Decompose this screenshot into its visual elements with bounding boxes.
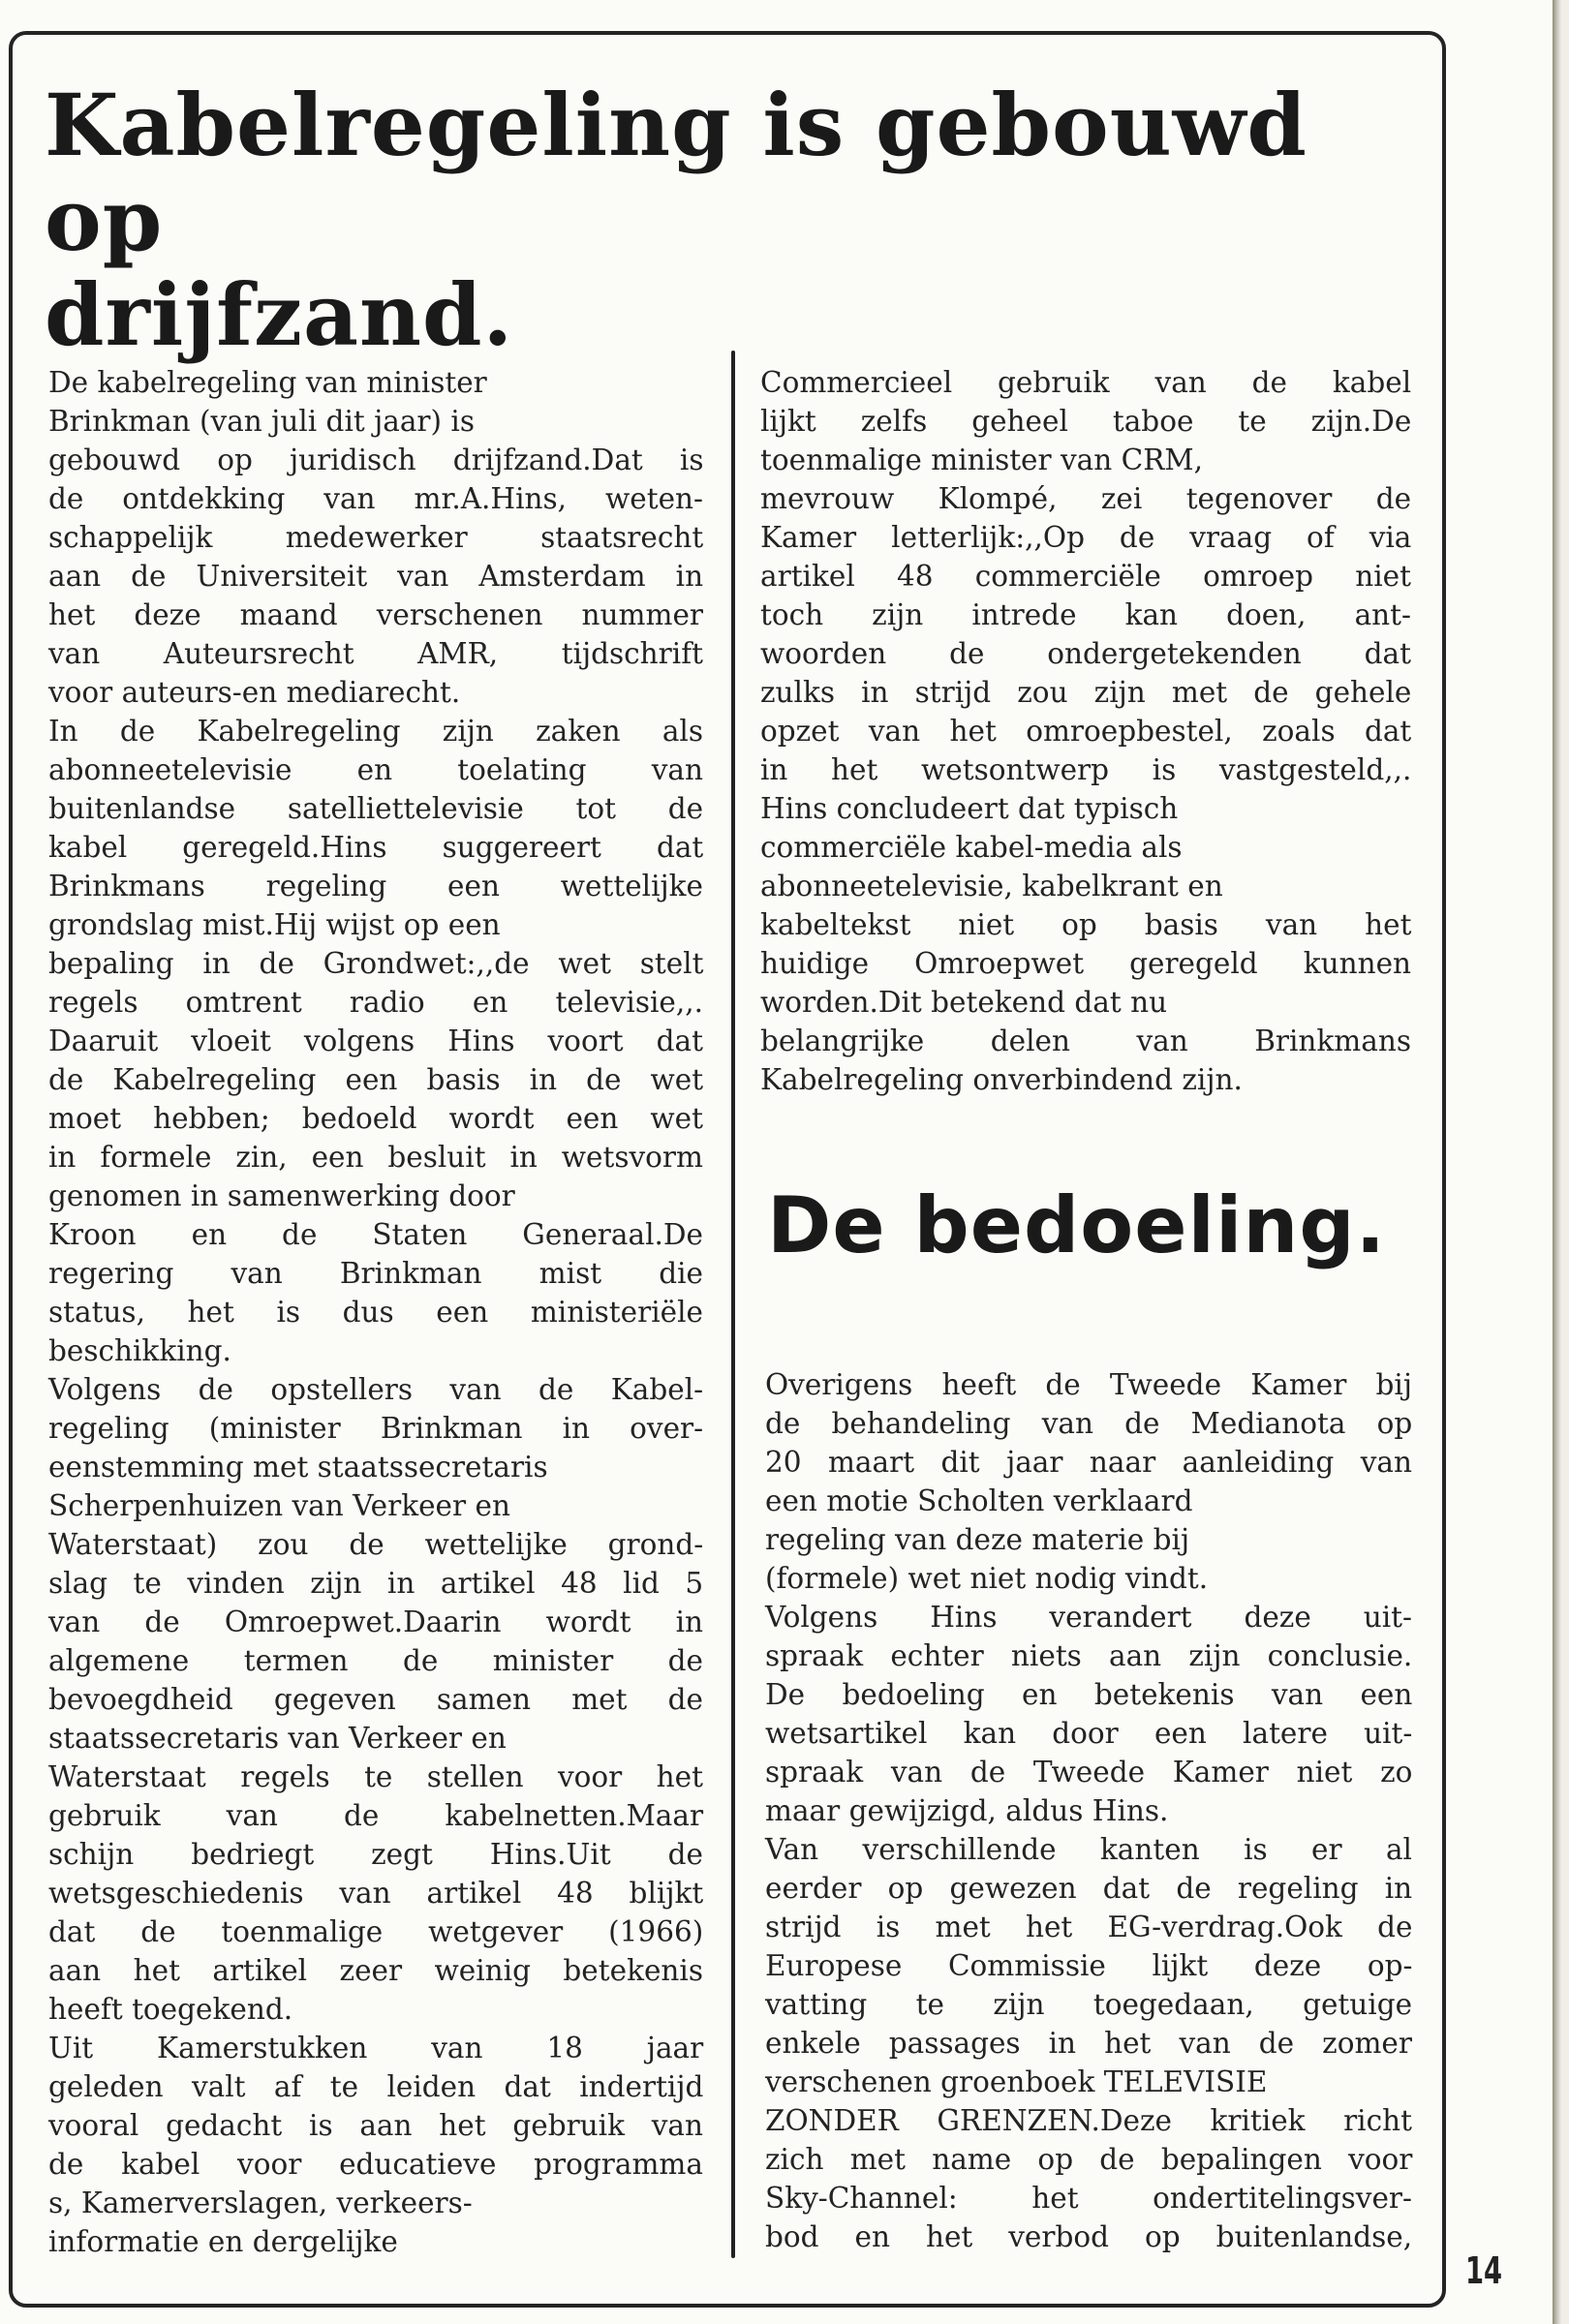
text-line: Brinkman (van juli dit jaar) is	[48, 405, 475, 438]
text-line: Van verschillende kanten is er al	[765, 1833, 1412, 1866]
text-line: geleden valt af te leiden dat indertijd	[48, 2070, 704, 2103]
text-line: Sky-Channel: het ondertitelingsver-	[765, 2182, 1412, 2215]
text-line: Waterstaat regels te stellen voor het	[48, 1760, 703, 1793]
text-line: worden.Dit betekend dat nu	[760, 986, 1168, 1019]
text-line: regeling (minister Brinkman in over-	[48, 1412, 704, 1445]
text-line: Overigens heeft de Tweede Kamer bij	[765, 1368, 1413, 1401]
text-line: woorden de ondergetekenden dat	[760, 637, 1411, 670]
text-line: beschikking.	[48, 1334, 231, 1367]
text-line: artikel 48 commerciële omroep niet	[760, 560, 1411, 593]
text-line: maar gewijzigd, aldus Hins.	[765, 1794, 1169, 1827]
article-title	[45, 75, 1400, 365]
text-line: het deze maand verschenen nummer	[48, 598, 703, 631]
title-line: drijfzand.	[45, 264, 514, 365]
page-number: 14	[1465, 2249, 1503, 2292]
text-line: Kroon en de Staten Generaal.De	[48, 1218, 703, 1251]
text-line: genomen in samenwerking door	[48, 1179, 515, 1212]
text-line: wetsartikel kan door een latere uit-	[765, 1717, 1413, 1750]
right-column-bottom	[765, 1365, 1412, 2256]
text-line: vatting te zijn toegedaan, getuige	[765, 1988, 1413, 2021]
text-line: van de Omroepwet.Daarin wordt in	[48, 1605, 704, 1638]
right-column-top	[760, 363, 1411, 1099]
text-line: bevoegdheid gegeven samen met de	[48, 1683, 703, 1716]
text-line: Hins concludeert dat typisch	[760, 792, 1179, 825]
text-line: Scherpenhuizen van Verkeer en	[48, 1489, 510, 1522]
text-line: toenmalige minister van CRM,	[760, 443, 1203, 476]
text-line: Kabelregeling onverbindend zijn.	[760, 1063, 1243, 1096]
text-line: informatie en dergelijke	[48, 2225, 398, 2258]
text-line: regeling van deze materie bij	[765, 1523, 1190, 1556]
next-page-edge	[1562, 0, 1569, 2324]
text-line: algemene termen de minister de	[48, 1644, 703, 1677]
text-line: opzet van het omroepbestel, zoals dat	[760, 715, 1412, 748]
text-line: De kabelregeling van minister	[48, 366, 487, 399]
text-line: kabeltekst niet op basis van het	[760, 908, 1412, 941]
text-line: Daaruit vloeit volgens Hins voort dat	[48, 1024, 703, 1057]
text-line: voor auteurs-en mediarecht.	[48, 676, 461, 709]
text-line: De bedoeling en betekenis van een	[765, 1678, 1413, 1711]
text-line: 20 maart dit jaar naar aanleiding van	[765, 1446, 1412, 1479]
text-line: huidige Omroepwet geregeld kunnen	[760, 947, 1412, 980]
text-line: grondslag mist.Hij wijst op een	[48, 908, 501, 941]
text-line: heeft toegekend.	[48, 1993, 293, 2026]
text-line: schappelijk medewerker staatsrecht	[48, 521, 704, 554]
text-line: spraak echter niets aan zijn conclusie.	[765, 1639, 1413, 1672]
title-line: Kabelregeling is gebouwd op	[45, 75, 1308, 270]
text-line: spraak van de Tweede Kamer niet zo	[765, 1756, 1413, 1789]
text-line: dat de toenmalige wetgever (1966)	[48, 1915, 704, 1948]
text-line: ZONDER GRENZEN.Deze kritiek richt	[765, 2104, 1412, 2137]
text-line: gebruik van de kabelnetten.Maar	[48, 1799, 704, 1832]
text-line: s, Kamerverslagen, verkeers-	[48, 2186, 473, 2219]
text-line: een motie Scholten verklaard	[765, 1484, 1193, 1517]
text-line: buitenlandse satelliettelevisie tot de	[48, 792, 704, 825]
text-line: Europese Commissie lijkt deze op-	[765, 1949, 1413, 1982]
text-line: Commercieel gebruik van de kabel	[760, 366, 1412, 399]
text-line: vooral gedacht is aan het gebruik van	[48, 2109, 703, 2142]
text-line: regels omtrent radio en televisie,,.	[48, 986, 703, 1019]
text-line: wetsgeschiedenis van artikel 48 blijkt	[48, 1877, 704, 1910]
section-heading: De bedoeling.	[767, 1180, 1386, 1270]
text-line: abonneetelevisie, kabelkrant en	[760, 870, 1223, 902]
text-line: de behandeling van de Medianota op	[765, 1407, 1413, 1440]
text-line: strijd is met het EG-verdrag.Ook de	[765, 1911, 1413, 1943]
text-line: staatssecretaris van Verkeer en	[48, 1722, 507, 1755]
text-line: mevrouw Klompé, zei tegenover de	[760, 482, 1412, 515]
text-line: gebouwd op juridisch drijfzand.Dat is	[48, 443, 704, 476]
text-line: in het wetsontwerp is vastgesteld,,.	[760, 753, 1412, 786]
text-line: abonneetelevisie en toelating van	[48, 753, 703, 786]
text-line: (formele) wet niet nodig vindt.	[765, 1562, 1209, 1595]
text-line: aan de Universiteit van Amsterdam in	[48, 560, 704, 593]
text-line: regering van Brinkman mist die	[48, 1257, 703, 1290]
text-line: commerciële kabel-media als	[760, 831, 1183, 864]
text-line: In de Kabelregeling zijn zaken als	[48, 715, 703, 748]
text-line: verschenen groenboek TELEVISIE	[765, 2065, 1268, 2098]
text-line: Kamer letterlijk:,,Op de vraag of via	[760, 521, 1412, 554]
text-line: slag te vinden zijn in artikel 48 lid 5	[48, 1567, 704, 1600]
text-line: lijkt zelfs geheel taboe te zijn.De	[760, 405, 1412, 438]
text-line: schijn bedriegt zegt Hins.Uit de	[48, 1838, 703, 1871]
text-line: in formele zin, een besluit in wetsvorm	[48, 1141, 703, 1174]
text-line: status, het is dus een ministeriële	[48, 1296, 703, 1329]
text-line: de ontdekking van mr.A.Hins, weten-	[48, 482, 703, 515]
text-line: kabel geregeld.Hins suggereert dat	[48, 831, 704, 864]
text-line: belangrijke delen van Brinkmans	[760, 1024, 1411, 1057]
text-line: moet hebben; bedoeld wordt een wet	[48, 1102, 703, 1135]
column-divider	[731, 351, 735, 2258]
text-line: Volgens de opstellers van de Kabel-	[48, 1373, 704, 1406]
text-line: zich met name op de bepalingen voor	[765, 2143, 1413, 2176]
text-line: enkele passages in het van de zomer	[765, 2027, 1412, 2060]
text-line: de kabel voor educatieve programma	[48, 2148, 703, 2181]
text-line: van Auteursrecht AMR, tijdschrift	[48, 637, 703, 670]
text-line: de Kabelregeling een basis in de wet	[48, 1063, 704, 1096]
text-line: eerder op gewezen dat de regeling in	[765, 1872, 1413, 1905]
left-column	[48, 363, 703, 2261]
text-line: aan het artikel zeer weinig betekenis	[48, 1954, 703, 1987]
text-line: bepaling in de Grondwet:,,de wet stelt	[48, 947, 704, 980]
text-line: Uit Kamerstukken van 18 jaar	[48, 2032, 704, 2064]
text-line: toch zijn intrede kan doen, ant-	[760, 598, 1411, 631]
page-binding-edge	[1553, 0, 1562, 2324]
text-line: bod en het verbod op buitenlandse,	[765, 2220, 1413, 2253]
text-line: Waterstaat) zou de wettelijke grond-	[48, 1528, 704, 1561]
text-line: Volgens Hins verandert deze uit-	[765, 1601, 1412, 1634]
text-line: eenstemming met staatssecretaris	[48, 1451, 548, 1483]
text-line: Brinkmans regeling een wettelijke	[48, 870, 703, 902]
text-line: zulks in strijd zou zijn met de gehele	[760, 676, 1412, 709]
